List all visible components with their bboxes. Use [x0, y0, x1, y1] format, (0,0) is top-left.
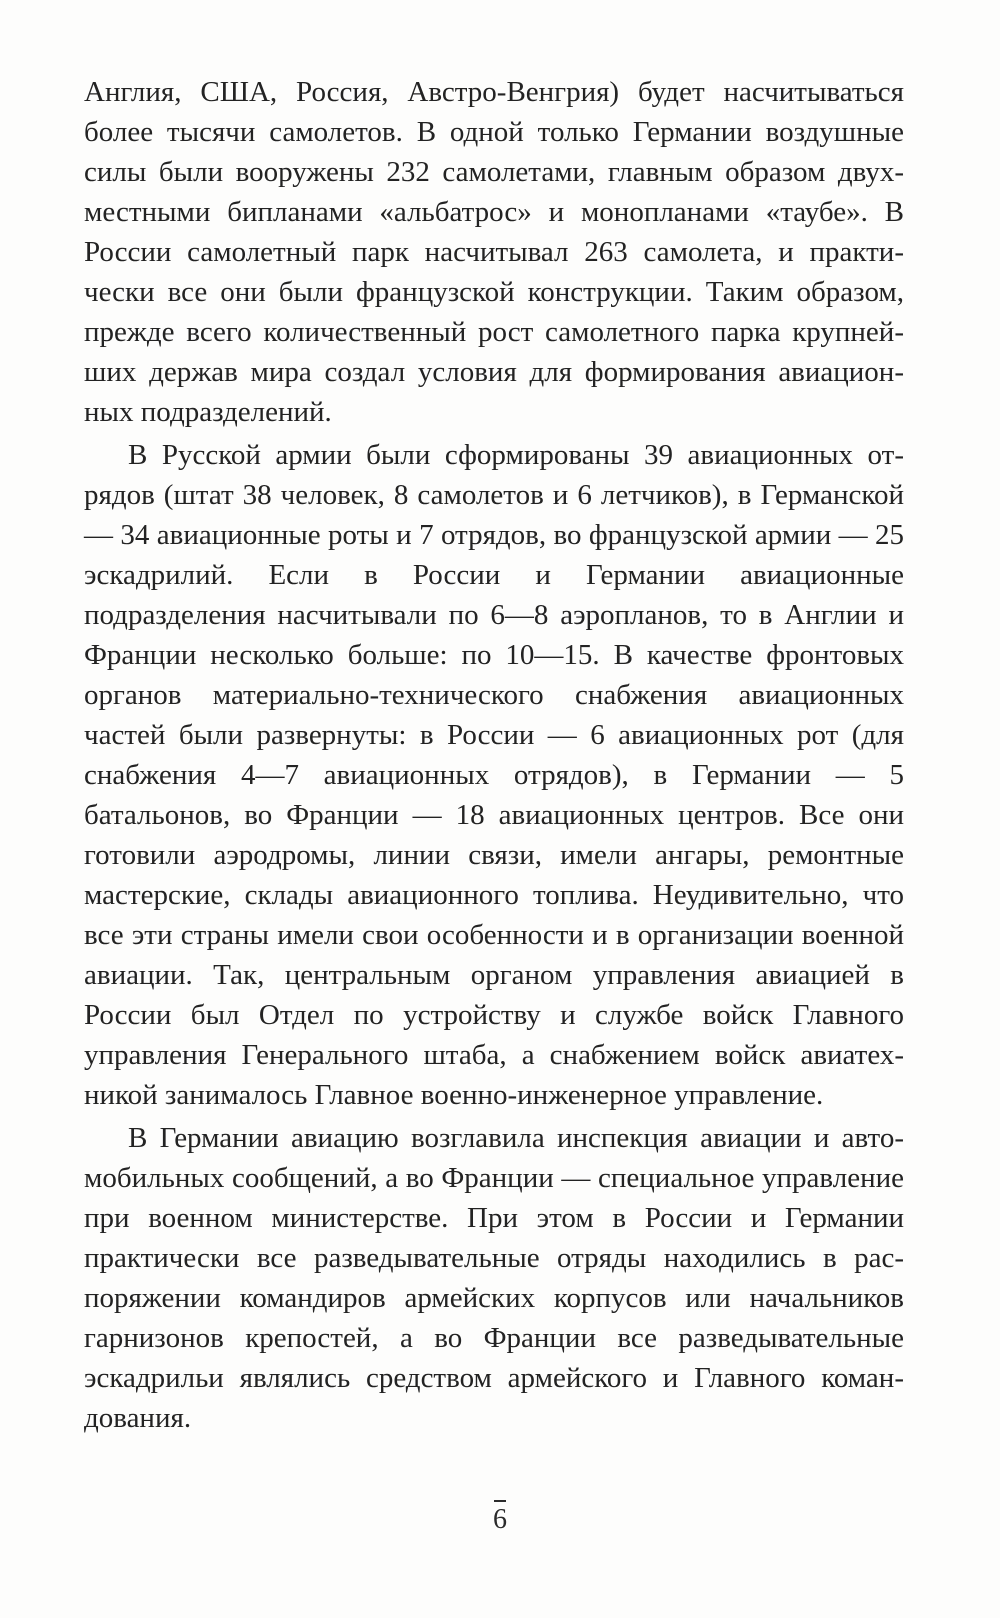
- page-number: [0, 1500, 1000, 1536]
- paragraph-3: В Германии авиацию возглавила инспекция авиации и автомобильных сообщений, а во Франции — специальное управление при военном министерстве. При этом в России и Германии практически все разведывательные отряды находились в распоряжении командиров армейских корпусов или начальников гарнизонов крепостей, а во Франции все разведывательные эскадрильи являлись средством армейского и Главного командования.: [84, 1122, 904, 1434]
- paragraph-2: В Русской армии были сформированы 39 авиационных отрядов (штат 38 человек, 8 самолетов и 6 летчиков), в Германской — 34 авиационные роты и 7 отрядов, во французской армии — 25 эскадрилий. Если в России и Германии авиационные подразделения насчитывали по 6—8 аэропланов, то в Англии и Франции несколько больше: по 10—15. В качестве фронтовых органов материально-технического снабжения авиационных частей были развернуты: в России — 6 авиационных рот (для снабжения 4—7 авиационных отрядов), в Германии — 5 батальонов, во Франции — 18 авиационных центров. Все они готовили аэродромы, линии связи, имели ангары, ремонтные мастерские, склады авиационного топлива. Неудивительно, что все эти страны имели свои особенности и в организации военной авиации. Так, центральным органом управления авиацией в России был Отдел по устройству и службе войск Главного управления Генерального штаба, а снабжением войск авиатехникой занималось Главное военно-инженерное управление.: [84, 439, 904, 1111]
- page-number-value: 6: [493, 1504, 507, 1535]
- body-text: [84, 72, 904, 1441]
- page-number-rule: [494, 1500, 506, 1502]
- paragraph-1: Англия, США, Россия, Австро-Венгрия) будет насчитываться более тысячи самолетов. В одной только Германии воздушные силы были вооружены 232 самолетами, главным образом двухместными бипланами «альбатрос» и монопланами «таубе». В России самолетный парк насчитывал 263 самолета, и практически все они были французской конструкции. Таким образом, прежде всего количественный рост самолетного парка крупнейших держав мира создал условия для формирования авиационных подразделений.: [84, 76, 904, 428]
